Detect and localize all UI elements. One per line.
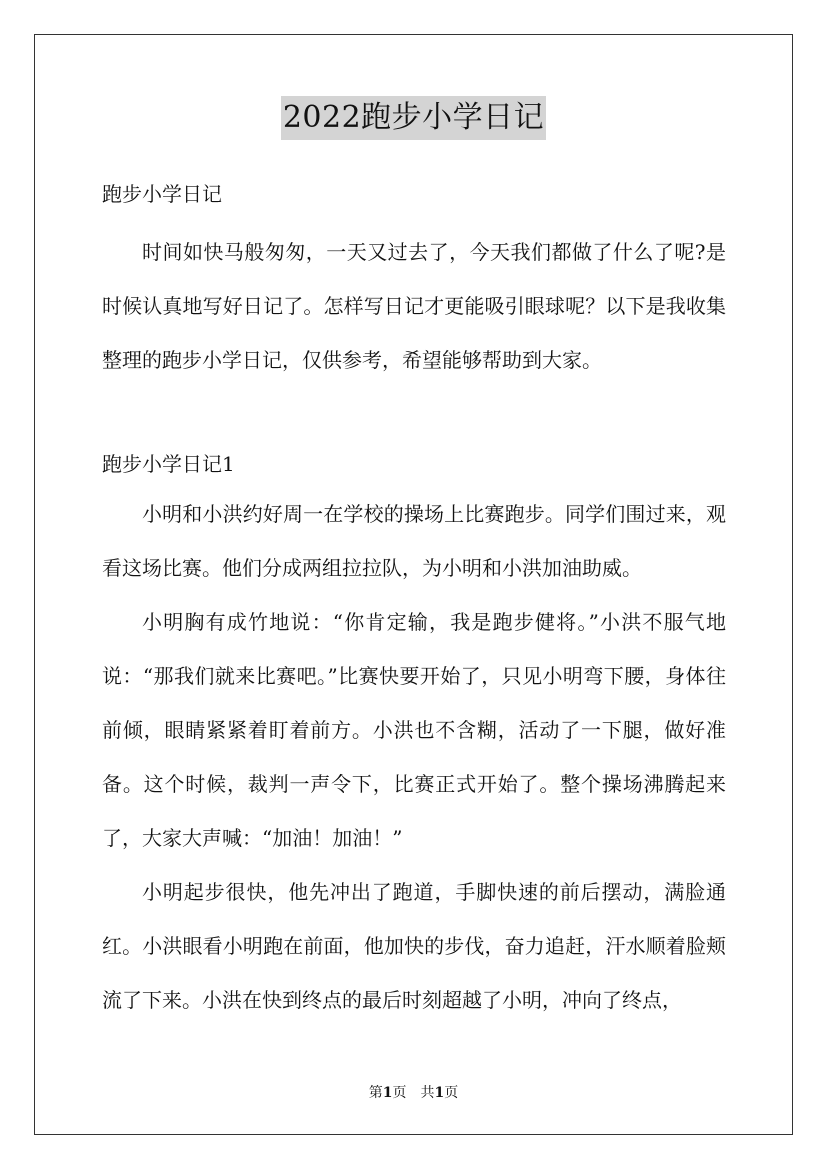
body-paragraph: 小明和小洪约好周一在学校的操场上比赛跑步。同学们围过来，观看这场比赛。他们分成两组拉拉队，为小明和小洪加油助威。	[102, 502, 726, 580]
page-total-number: 1	[434, 1085, 445, 1101]
intro-paragraph: 时间如快马般匆匆，一天又过去了，今天我们都做了什么了呢?是时候认真地写好日记了。怎样写日记才更能吸引眼球呢？以下是我收集整理的跑步小学日记，仅供参考，希望能够帮助到大家。	[102, 240, 726, 372]
entry-heading: 跑步小学日记1	[102, 452, 235, 476]
page-current-number: 1	[382, 1085, 393, 1101]
title-container	[0, 96, 827, 140]
page-label-prefix: 第	[368, 1085, 383, 1101]
page-label-mid: 页 共	[392, 1085, 435, 1101]
body-paragraph: 小明起步很快，他先冲出了跑道，手脚快速的前后摆动，满脸通红。小洪眼看小明跑在前面，他加快的步伐，奋力追赶，汗水顺着脸颊流了下来。小洪在快到终点的最后时刻超越了小明，冲向了终点，	[102, 880, 726, 1012]
body-paragraph: 小明胸有成竹地说：“你肯定输，我是跑步健将。”小洪不服气地说：“那我们就来比赛吧。”比赛快要开始了，只见小明弯下腰，身体往前倾，眼睛紧紧着盯着前方。小洪也不含糊，活动了一下腿，做好准备。这个时候，裁判一声令下，比赛正式开始了。整个操场沸腾起来了，大家大声喊：“加油！加油！”	[102, 610, 726, 850]
section-spacer	[102, 387, 726, 441]
page-footer	[0, 1084, 827, 1102]
page-label-suffix: 页	[444, 1085, 459, 1101]
document-body	[102, 171, 726, 1027]
section-heading: 跑步小学日记	[102, 182, 222, 206]
document-title: 2022跑步小学日记	[281, 96, 546, 140]
